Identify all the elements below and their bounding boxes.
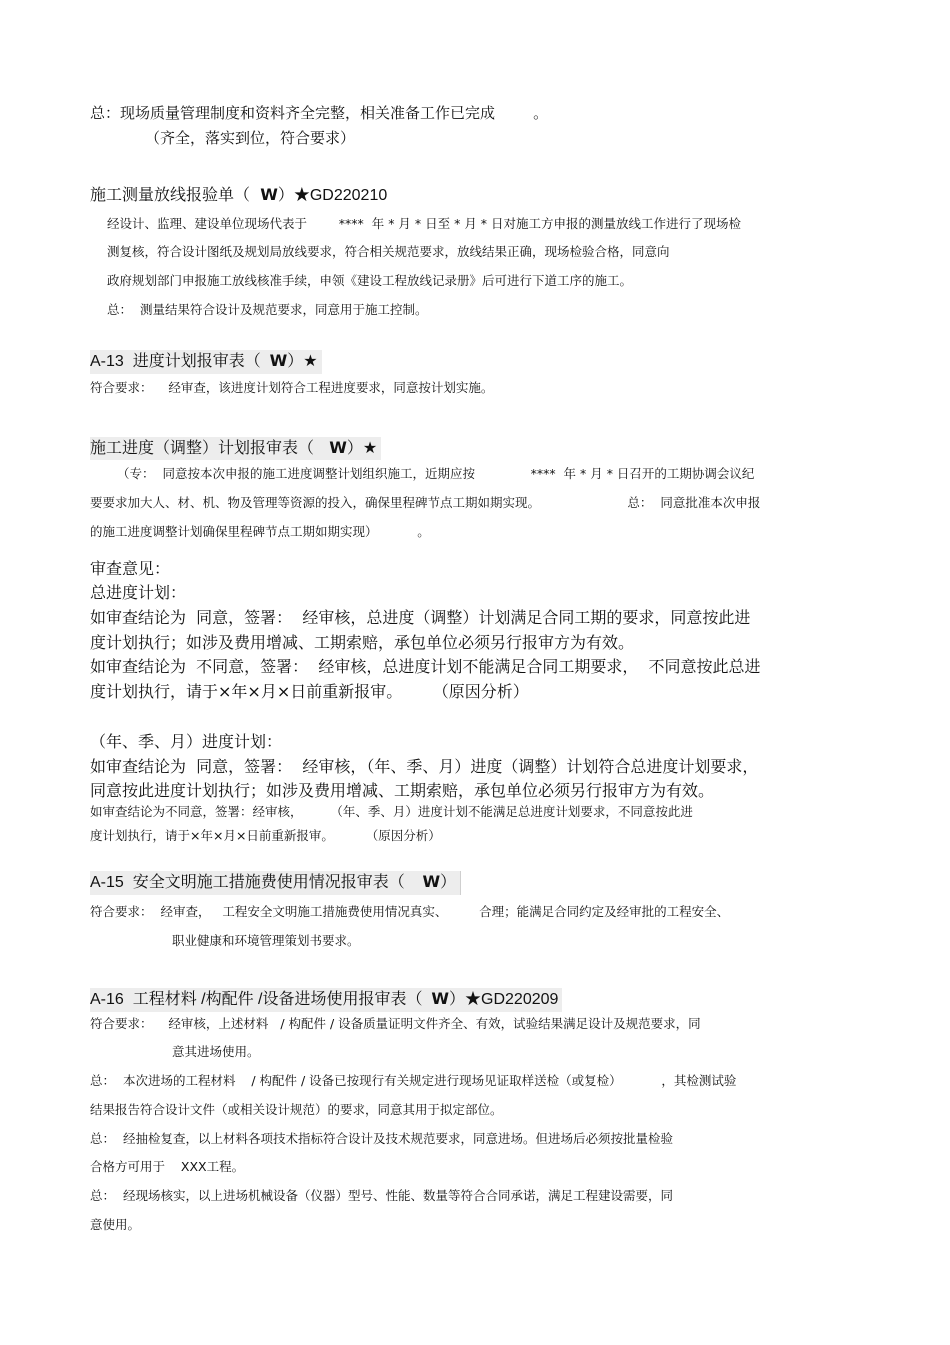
- heading-text: 施工进度（调整）计划报审表（: [90, 438, 330, 457]
- body-line: 结果报告符合设计文件（或相关设计规范）的要求，同意其用于拟定部位。: [90, 1102, 503, 1117]
- heading-code: ）★GD220209: [449, 991, 559, 1008]
- heading-code: ）★GD220210: [277, 187, 388, 204]
- body-line: 如审查结论为 不同意，签署： 经审核，总进度计划不能满足合同工期要求， 不同意按此总进: [90, 657, 761, 676]
- heading-text: 施工测量放线报验单（: [90, 185, 261, 204]
- body-line: 符合要求： 经审核，上述材料 / 构配件 / 设备质量证明文件齐全、有效，试验结果满足设计及规范要求，同: [90, 1016, 701, 1031]
- body-line: 意其进场使用。: [172, 1044, 260, 1059]
- body-line: 总： 测量结果符合设计及规范要求，同意用于施工控制。: [107, 302, 428, 317]
- heading-star: ）★: [346, 438, 378, 457]
- heading-text: A-16 工程材料 /构配件 /设备进场使用报审表（: [90, 991, 432, 1008]
- heading-star: ）★: [287, 351, 318, 370]
- body-line: 要要求加大人、材、机、物及管理等资源的投入，确保里程碑节点工期如期实现。 总： 同意批准本次申报: [90, 495, 761, 510]
- body-line: 合格方可用于 XXX工程。: [90, 1159, 245, 1174]
- body-line: 符合要求： 经审查，该进度计划符合工程进度要求，同意按计划实施。: [90, 380, 494, 395]
- body-line: 职业健康和环境管理策划书要求。: [172, 933, 360, 948]
- body-line: 度计划执行；如涉及费用增减、工期索赔，承包单位必须另行报审方为有效。: [90, 633, 635, 652]
- heading-w: W: [269, 351, 288, 370]
- heading-text: A-13 进度计划报审表（: [90, 353, 270, 370]
- heading-close: ）: [440, 872, 457, 891]
- heading-w: W: [329, 438, 347, 457]
- body-line: （专： 同意按本次申报的施工进度调整计划组织施工，近期应按 **** 年 * 月 * 日召开的工期协调会议纪: [117, 466, 755, 481]
- body-line: 的施工进度调整计划确保里程碑节点工期如期实现） 。: [90, 524, 430, 539]
- review-heading: 审查意见：: [90, 559, 171, 578]
- section-heading-adjust: [90, 437, 381, 460]
- body-line: 度计划执行，请于×年×月×日前重新报审。 （原因分析）: [90, 828, 441, 843]
- body-line: 总： 经抽检复查，以上材料各项技术指标符合设计及技术规范要求，同意进场。但进场后必须按批量检验: [90, 1131, 673, 1146]
- review-subheading: （年、季、月）进度计划：: [90, 732, 283, 751]
- body-line: 度计划执行，请于×年×月×日前重新报审。 （原因分析）: [90, 682, 529, 701]
- summary-line: 总：现场质量管理制度和资料齐全完整，相关准备工作已完成 。: [90, 104, 549, 122]
- body-line: 如审查结论为 同意，签署： 经审核，（年、季、月）进度（调整）计划符合总进度计划要求，: [90, 757, 759, 776]
- section-heading-a16: [90, 988, 562, 1012]
- heading-text: A-15 安全文明施工措施费使用情况报审表（: [90, 874, 423, 891]
- heading-w: W: [431, 989, 450, 1008]
- heading-w: W: [422, 872, 441, 891]
- body-line: 总： 经现场核实，以上进场机械设备（仪器）型号、性能、数量等符合合同承诺，满足工程建设需要，同: [90, 1188, 673, 1203]
- body-line: 意使用。: [90, 1217, 141, 1232]
- body-line: 如审查结论为不同意，签署：经审核， （年、季、月）进度计划不能满足总进度计划要求，不同意按此进: [90, 804, 693, 819]
- body-line: 总： 本次进场的工程材料 / 构配件 / 设备已按现行有关规定进行现场见证取样送检（或复检） ，其检测试验: [90, 1073, 737, 1088]
- body-line: 符合要求： 经审查， 工程安全文明施工措施费使用情况真实、 合理；能满足合同约定及经审批的工程安全、: [90, 904, 730, 919]
- body-line: 同意按此进度计划执行；如涉及费用增减、工期索赔，承包单位必须另行报审方为有效。: [90, 781, 715, 800]
- review-subheading: 总进度计划：: [90, 583, 187, 602]
- section-heading-a15: [90, 871, 461, 895]
- heading-w: W: [260, 185, 278, 204]
- body-line: 测复核，符合设计图纸及规划局放线要求，符合相关规范要求，放线结果正确，现场检验合格，同意向: [107, 244, 670, 259]
- section-heading-a13: [90, 350, 322, 374]
- summary-note: （齐全，落实到位，符合要求）: [145, 129, 356, 147]
- body-line: 政府规划部门申报施工放线核准手续，申领《建设工程放线记录册》后可进行下道工序的施工。: [107, 273, 633, 288]
- body-line: 经设计、监理、建设单位现场代表于 **** 年 * 月 * 日至 * 月 * 日对施工方申报的测量放线工作进行了现场检: [107, 216, 742, 231]
- body-line: 如审查结论为 同意，签署： 经审核，总进度（调整）计划满足合同工期的要求，同意按此进: [90, 608, 751, 627]
- section-heading-survey: [90, 187, 387, 204]
